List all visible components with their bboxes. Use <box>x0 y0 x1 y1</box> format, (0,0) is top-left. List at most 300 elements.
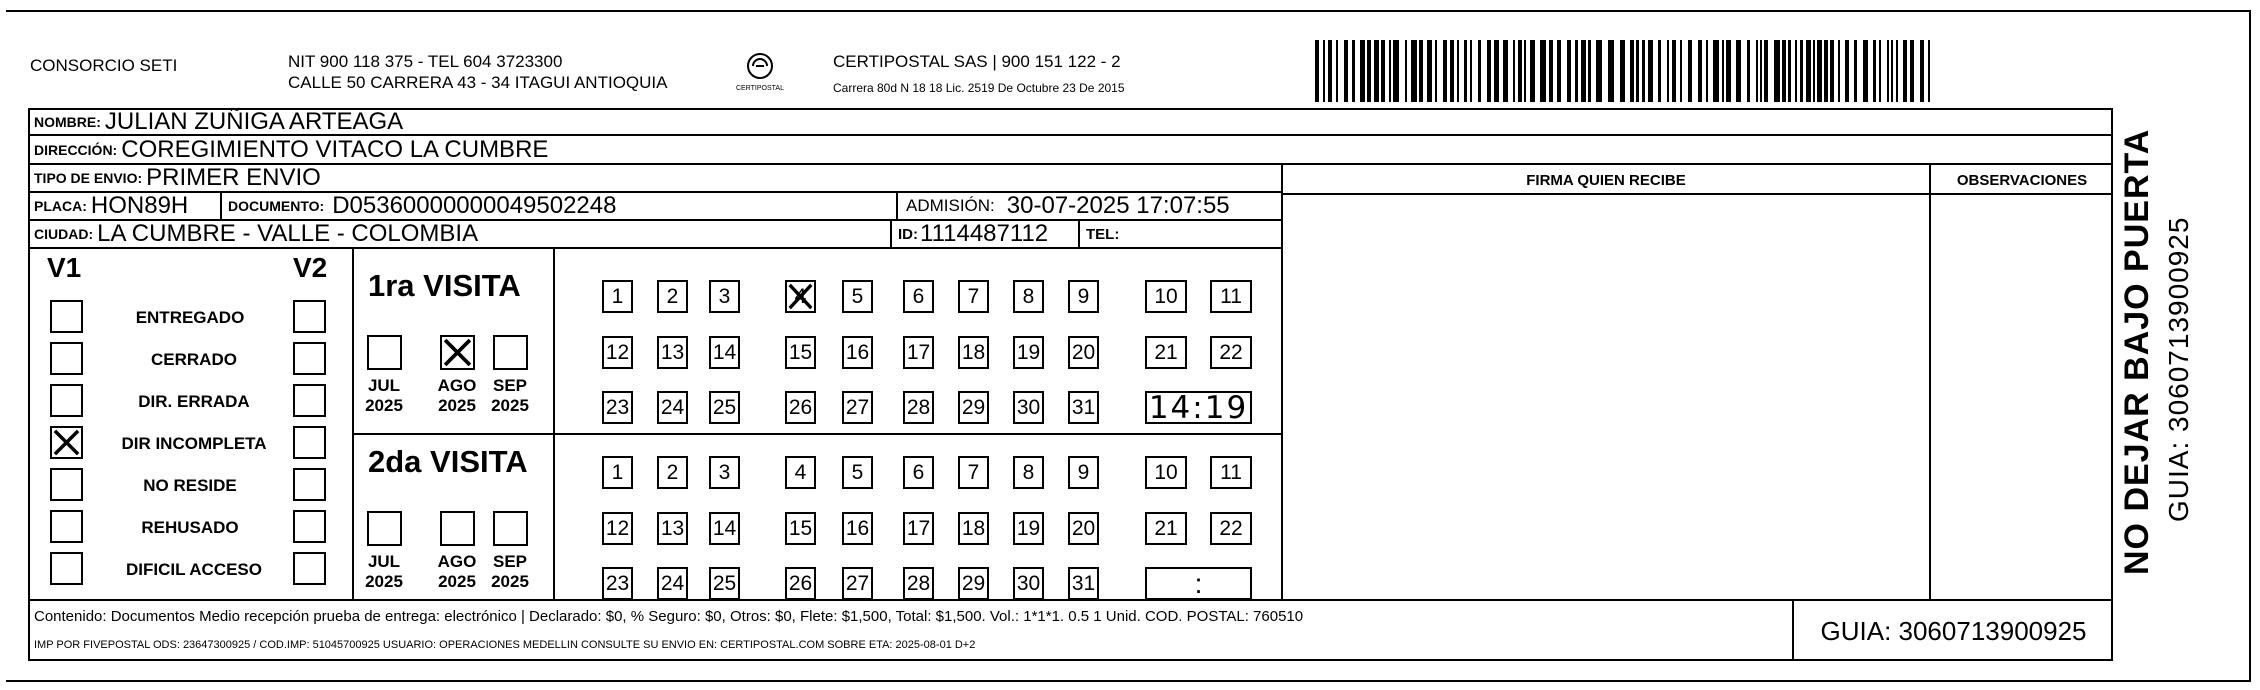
barcode-bar <box>1457 40 1459 102</box>
day-box[interactable] <box>1013 336 1044 369</box>
barcode-bar <box>1360 40 1365 102</box>
day-box[interactable] <box>602 391 633 424</box>
day-box[interactable] <box>903 456 934 489</box>
barcode-bar <box>1726 40 1731 102</box>
day-box[interactable] <box>602 456 633 489</box>
barcode-bar <box>1806 40 1811 102</box>
row-direccion <box>28 136 2113 165</box>
barcode-bar <box>1688 40 1692 102</box>
day-number: 4 <box>794 284 807 308</box>
address-line: CALLE 50 CARRERA 43 - 34 ITAGUI ANTIOQUIA <box>288 73 668 92</box>
barcode-bar <box>1706 40 1708 102</box>
day-number: 16 <box>845 340 870 364</box>
day-box[interactable] <box>1210 336 1252 369</box>
day-box[interactable] <box>842 336 873 369</box>
barcode-bar <box>1920 40 1924 102</box>
v1-label: V1 <box>47 252 82 283</box>
day-number: 5 <box>851 284 864 308</box>
direccion-value: COREGIMIENTO VITACO LA CUMBRE <box>121 135 549 163</box>
certipostal-logo <box>730 50 790 96</box>
v2-checkbox[interactable] <box>293 342 326 375</box>
barcode-bar <box>1854 40 1857 102</box>
barcode-bar <box>1824 40 1828 102</box>
status-label: DIR INCOMPLETA <box>121 434 267 453</box>
day-box[interactable] <box>842 391 873 424</box>
month-year: 2025 <box>438 396 476 415</box>
day-box[interactable] <box>903 567 934 600</box>
barcode-bar <box>1774 40 1780 102</box>
month-year: 2025 <box>438 572 476 591</box>
row-placa <box>28 193 1283 221</box>
barcode-bar <box>1896 40 1898 102</box>
day-box[interactable] <box>709 456 740 489</box>
divider <box>220 193 222 219</box>
v2-checkbox[interactable] <box>293 552 326 585</box>
certipostal-line: CERTIPOSTAL SAS | 900 151 122 - 2 <box>833 52 1121 71</box>
day-number: 3 <box>718 284 731 308</box>
time-value: : <box>1194 567 1203 599</box>
divider <box>890 221 892 247</box>
status-label: DIR. ERRADA <box>138 392 250 411</box>
day-box[interactable] <box>709 567 740 600</box>
day-box[interactable] <box>903 280 934 313</box>
barcode-bar <box>1344 40 1348 102</box>
day-number: 27 <box>845 571 870 595</box>
barcode-bar <box>1667 40 1669 102</box>
barcode-bar <box>1588 40 1591 102</box>
barcode-bar <box>1419 40 1423 102</box>
day-number: 30 <box>1016 571 1041 595</box>
day-number: 22 <box>1219 516 1243 540</box>
day-number: 2 <box>666 284 679 308</box>
month-label <box>432 552 482 592</box>
day-number: 8 <box>1022 284 1035 308</box>
barcode-bar <box>1764 40 1768 102</box>
day-box[interactable] <box>1013 512 1044 545</box>
admision-value: 30-07-2025 17:07:55 <box>1006 192 1230 219</box>
ciudad-value: LA CUMBRE - VALLE - COLOMBIA <box>97 220 479 247</box>
month-checkbox[interactable] <box>493 335 528 370</box>
barcode-bar <box>1928 40 1930 102</box>
barcode-bar <box>1891 40 1893 102</box>
barcode-bar <box>1393 40 1399 102</box>
month-label <box>485 376 535 416</box>
side-guia: GUIA: 3060713900925 <box>2163 216 2194 522</box>
day-box[interactable] <box>1210 456 1252 489</box>
month-name: JUL <box>367 552 401 571</box>
divider <box>352 433 1283 435</box>
month-label <box>359 376 409 416</box>
barcode-bar <box>1596 40 1602 102</box>
v1-checkbox[interactable] <box>50 510 83 543</box>
barcode-bar <box>1323 40 1325 102</box>
day-number: 7 <box>967 284 980 308</box>
v1-checkbox[interactable] <box>50 384 83 417</box>
day-box[interactable] <box>1145 512 1187 545</box>
month-year: 2025 <box>365 396 403 415</box>
day-number: 18 <box>961 340 986 364</box>
barcode-bar <box>1470 40 1472 102</box>
day-box[interactable] <box>1013 456 1044 489</box>
signature-area <box>1283 165 2113 601</box>
day-number: 31 <box>1071 395 1096 419</box>
day-box[interactable] <box>657 280 688 313</box>
visit-1-title: 1ra VISITA <box>368 268 521 303</box>
day-number: 28 <box>906 395 931 419</box>
divider <box>1078 221 1080 247</box>
month-name: AGO <box>437 376 477 395</box>
time-field[interactable] <box>1145 391 1252 424</box>
placa-value: HON89H <box>90 192 189 219</box>
month-name: SEP <box>492 552 528 571</box>
tipo-value: PRIMER ENVIO <box>146 164 321 191</box>
barcode-bar <box>1381 40 1385 102</box>
day-box[interactable] <box>958 456 989 489</box>
barcode-bar <box>1903 40 1907 102</box>
placa-label: PLACA: <box>34 198 87 214</box>
day-box[interactable] <box>1068 336 1099 369</box>
month-name: JUL <box>367 376 401 395</box>
contenido-line: Contenido: Documentos Medio recepción prueba de entrega: electrónico | Declarado: $0, % Seguro: $0, Otros: $0, Flete: $1,500, Total: $1,500. Vol.: 1*1*1. 0.5 1 Unid. COD. POSTAL: 760510 <box>34 608 1304 625</box>
barcode-bar <box>1636 40 1639 102</box>
month-year: 2025 <box>365 572 403 591</box>
day-number: 8 <box>1022 460 1035 484</box>
barcode-bar <box>1760 40 1762 102</box>
day-box[interactable] <box>785 567 816 600</box>
divider <box>1929 165 1931 601</box>
month-label <box>432 376 482 416</box>
day-number: 26 <box>788 395 813 419</box>
day-box[interactable] <box>1068 567 1099 600</box>
day-box[interactable] <box>1068 512 1099 545</box>
visit-2-title: 2da VISITA <box>368 444 528 479</box>
day-box[interactable] <box>602 336 633 369</box>
day-number: 21 <box>1154 340 1178 364</box>
day-number: 17 <box>906 340 931 364</box>
barcode-bar <box>1648 40 1653 102</box>
barcode-bar <box>1887 40 1889 102</box>
row-ciudad <box>28 221 1283 249</box>
day-box[interactable] <box>709 336 740 369</box>
barcode-bar <box>1427 40 1432 102</box>
barcode-bar <box>1464 40 1467 102</box>
day-box[interactable] <box>1013 391 1044 424</box>
barcode-bar <box>1838 40 1840 102</box>
day-box[interactable] <box>842 456 873 489</box>
v2-checkbox[interactable] <box>293 426 326 459</box>
barcode-bar <box>1830 40 1834 102</box>
nombre-label: NOMBRE: <box>34 114 101 130</box>
day-box[interactable] <box>709 280 740 313</box>
row-nombre <box>28 108 2113 136</box>
day-number: 28 <box>906 571 931 595</box>
day-number: 24 <box>660 571 685 595</box>
day-box[interactable] <box>709 512 740 545</box>
day-box[interactable] <box>657 336 688 369</box>
day-number: 15 <box>788 340 813 364</box>
day-box[interactable] <box>1068 456 1099 489</box>
barcode-bar <box>1549 40 1553 102</box>
day-box[interactable] <box>958 280 989 313</box>
barcode-bar <box>1658 40 1661 102</box>
barcode-bar <box>1435 40 1437 102</box>
month-checkbox[interactable] <box>440 511 475 546</box>
barcode-bar <box>1795 40 1797 102</box>
day-number: 14 <box>712 340 737 364</box>
barcode-bar <box>1518 40 1522 102</box>
consortium-name: CONSORCIO SETI <box>30 56 178 75</box>
day-number: 12 <box>605 516 630 540</box>
day-box[interactable] <box>785 456 816 489</box>
v1-checkbox[interactable] <box>50 300 83 333</box>
day-box[interactable] <box>657 567 688 600</box>
barcode-bar <box>1575 40 1578 102</box>
barcode-bar <box>1788 40 1791 102</box>
nit-line: NIT 900 118 375 - TEL 604 3723300 <box>288 52 563 71</box>
status-label: NO RESIDE <box>143 476 237 495</box>
time-field[interactable] <box>1145 567 1252 600</box>
status-label: REHUSADO <box>141 518 239 537</box>
day-box[interactable] <box>1210 512 1252 545</box>
day-box[interactable] <box>958 391 989 424</box>
barcode-bar <box>1374 40 1379 102</box>
v2-label: V2 <box>293 252 328 283</box>
barcode-bar <box>1782 40 1786 102</box>
day-box[interactable] <box>602 280 633 313</box>
day-box[interactable] <box>657 456 688 489</box>
barcode-bar <box>1756 40 1758 102</box>
day-box[interactable] <box>1210 280 1252 313</box>
barcode-bar <box>1747 40 1750 102</box>
day-number: 11 <box>1220 460 1242 484</box>
day-box[interactable] <box>958 567 989 600</box>
license-line: Carrera 80d N 18 18 Lic. 2519 De Octubre 23 De 2015 <box>833 81 1125 95</box>
day-box[interactable] <box>1145 456 1187 489</box>
direccion-label: DIRECCIÓN: <box>34 141 118 158</box>
day-number: 3 <box>718 460 731 484</box>
v2-checkbox[interactable] <box>293 468 326 501</box>
v1-checkbox[interactable] <box>50 426 83 459</box>
v1-checkbox[interactable] <box>50 468 83 501</box>
day-box[interactable] <box>1068 391 1099 424</box>
day-number: 25 <box>712 395 737 419</box>
barcode-bar <box>1879 40 1881 102</box>
day-number: 11 <box>1220 284 1242 308</box>
warning-text: NO DEJAR BAJO PUERTA <box>2118 128 2156 575</box>
barcode-bar <box>1813 40 1815 102</box>
imp-line: IMP POR FIVEPOSTAL ODS: 23647300925 / COD.IMP: 51045700925 USUARIO: OPERACIONES MEDELLIN CONSULTE SU ENVIO EN: CERTIPOSTAL.COM SOBRE ETA: 2025-08-01 D+2 <box>34 639 976 651</box>
status-label: DIFICIL ACCESO <box>125 560 262 579</box>
day-number: 15 <box>788 516 813 540</box>
barcode-bar <box>1630 40 1634 102</box>
barcode-bar <box>1642 40 1645 102</box>
month-year: 2025 <box>491 572 529 591</box>
day-box[interactable] <box>1013 567 1044 600</box>
nombre-value: JULIAN ZUÑIGA ARTEAGA <box>104 108 404 135</box>
month-label <box>359 552 409 592</box>
day-number: 6 <box>912 460 925 484</box>
barcode-bar <box>1530 40 1535 102</box>
barcode-bar <box>1443 40 1447 102</box>
barcode-bar <box>1698 40 1702 102</box>
day-number: 23 <box>605 571 630 595</box>
month-checkbox[interactable] <box>367 335 402 370</box>
barcode-bar <box>1680 40 1682 102</box>
barcode-bar <box>1722 40 1724 102</box>
day-number: 9 <box>1077 284 1090 308</box>
v1-checkbox[interactable] <box>50 552 83 585</box>
observaciones-label: OBSERVACIONES <box>1956 172 2088 189</box>
day-box[interactable] <box>1068 280 1099 313</box>
barcode-bar <box>1315 40 1319 102</box>
barcode-bar <box>1567 40 1571 102</box>
status-label: ENTREGADO <box>135 308 245 327</box>
barcode-bar <box>1524 40 1526 102</box>
barcode-bar <box>1336 40 1338 102</box>
barcode-bar <box>1817 40 1822 102</box>
day-box[interactable] <box>785 512 816 545</box>
v2-checkbox[interactable] <box>293 510 326 543</box>
day-box[interactable] <box>903 512 934 545</box>
barcode-bar <box>1845 40 1849 102</box>
barcode-bar <box>1478 40 1481 102</box>
day-number: 14 <box>712 516 737 540</box>
day-box[interactable] <box>903 391 934 424</box>
day-number: 21 <box>1154 516 1178 540</box>
barcode-bar <box>1450 40 1454 102</box>
day-number: 1 <box>611 460 624 484</box>
v2-checkbox[interactable] <box>293 384 326 417</box>
barcode <box>1315 40 1935 102</box>
day-box[interactable] <box>842 567 873 600</box>
barcode-bar <box>1557 40 1561 102</box>
barcode-bar <box>1608 40 1614 102</box>
v2-checkbox[interactable] <box>293 300 326 333</box>
day-box[interactable] <box>1013 280 1044 313</box>
day-box[interactable] <box>842 280 873 313</box>
day-box[interactable] <box>602 512 633 545</box>
barcode-bar <box>1352 40 1355 102</box>
day-number: 22 <box>1219 340 1243 364</box>
barcode-bar <box>1367 40 1371 102</box>
month-name: AGO <box>437 552 477 571</box>
month-name: SEP <box>492 376 528 395</box>
day-number: 26 <box>788 571 813 595</box>
month-checkbox[interactable] <box>493 511 528 546</box>
day-box[interactable] <box>1145 336 1187 369</box>
day-number: 24 <box>660 395 685 419</box>
day-number: 18 <box>961 516 986 540</box>
day-number: 13 <box>660 340 685 364</box>
month-label <box>485 552 535 592</box>
barcode-bar <box>1873 40 1876 102</box>
barcode-bar <box>1540 40 1546 102</box>
day-number: 31 <box>1071 571 1096 595</box>
month-checkbox[interactable] <box>440 335 475 370</box>
day-number: 17 <box>906 516 931 540</box>
barcode-bar <box>1800 40 1803 102</box>
day-number: 27 <box>845 395 870 419</box>
day-box[interactable] <box>1145 280 1187 313</box>
day-box[interactable] <box>958 336 989 369</box>
barcode-bar <box>1328 40 1332 102</box>
day-box[interactable] <box>657 512 688 545</box>
footer-guia: GUIA: 3060713900925 <box>1820 615 2087 646</box>
day-number: 1 <box>611 284 624 308</box>
day-box[interactable] <box>958 512 989 545</box>
month-checkbox[interactable] <box>367 511 402 546</box>
day-number: 12 <box>605 340 630 364</box>
barcode-bar <box>1620 40 1625 102</box>
barcode-bar <box>1736 40 1741 102</box>
day-number: 19 <box>1016 516 1041 540</box>
day-number: 25 <box>712 571 737 595</box>
day-number: 20 <box>1071 340 1096 364</box>
day-number: 6 <box>912 284 925 308</box>
day-number: 30 <box>1016 395 1041 419</box>
barcode-bar <box>1713 40 1719 102</box>
day-box[interactable] <box>842 512 873 545</box>
barcode-bar <box>1405 40 1407 102</box>
barcode-bar <box>1389 40 1391 102</box>
time-value: 14:19 <box>1148 389 1249 426</box>
day-number: 13 <box>660 516 685 540</box>
admision-label: ADMISIÓN: <box>906 196 995 215</box>
barcode-bar <box>1411 40 1417 102</box>
divider <box>352 249 354 601</box>
divider <box>1283 193 2113 195</box>
barcode-bar <box>1672 40 1676 102</box>
logo-text: CERTIPOSTAL <box>736 85 784 92</box>
day-box[interactable] <box>602 567 633 600</box>
tel-label: TEL: <box>1086 225 1120 243</box>
day-number: 10 <box>1154 460 1178 484</box>
day-number: 29 <box>961 395 986 419</box>
documento-label: DOCUMENTO: <box>228 198 325 214</box>
day-box[interactable] <box>709 391 740 424</box>
day-number: 19 <box>1016 340 1041 364</box>
barcode-bar <box>1494 40 1499 102</box>
barcode-bar <box>1513 40 1515 102</box>
day-number: 20 <box>1071 516 1096 540</box>
id-value: 1114487112 <box>920 220 1049 247</box>
divider <box>553 249 555 601</box>
row-tipo <box>28 165 1283 193</box>
divider <box>896 193 898 219</box>
ciudad-label: CIUDAD: <box>34 226 94 242</box>
v1-checkbox[interactable] <box>50 342 83 375</box>
day-box[interactable] <box>785 391 816 424</box>
barcode-bar <box>1503 40 1508 102</box>
barcode-bar <box>1487 40 1491 102</box>
documento-value: D05360000000049502248 <box>332 192 617 219</box>
month-year: 2025 <box>491 396 529 415</box>
id-label: ID: <box>898 225 918 243</box>
day-box[interactable] <box>903 336 934 369</box>
day-number: 16 <box>845 516 870 540</box>
day-box[interactable] <box>785 336 816 369</box>
day-number: 5 <box>851 460 864 484</box>
day-number: 7 <box>967 460 980 484</box>
day-number: 9 <box>1077 460 1090 484</box>
firma-label: FIRMA QUIEN RECIBE <box>1526 172 1686 189</box>
status-label: CERRADO <box>151 350 237 369</box>
day-box[interactable] <box>785 280 816 313</box>
barcode-bar <box>1863 40 1868 102</box>
tipo-label: TIPO DE ENVIO: <box>34 170 143 186</box>
day-number: 29 <box>961 571 986 595</box>
day-box[interactable] <box>657 391 688 424</box>
